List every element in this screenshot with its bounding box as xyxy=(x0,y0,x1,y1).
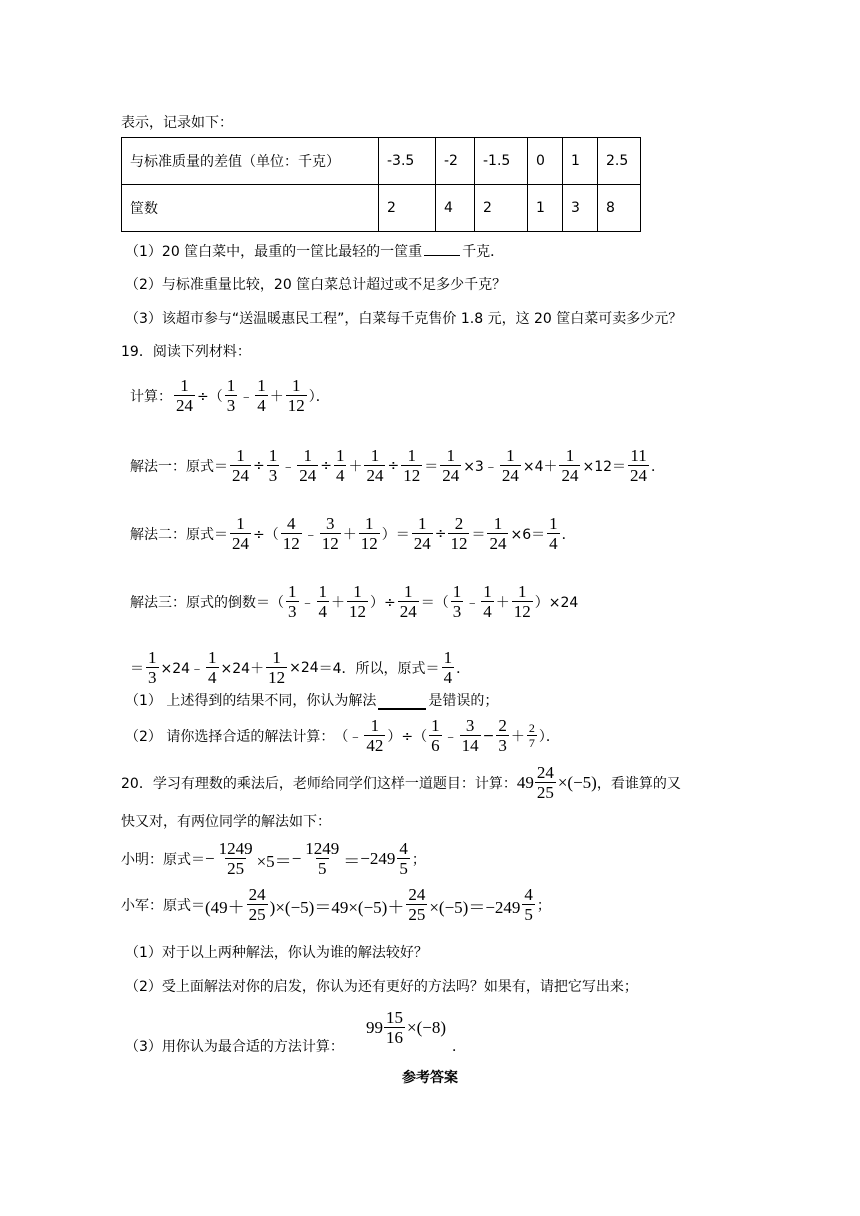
fraction: $\frac{1}{12}$ xyxy=(349,582,366,621)
operator: ＋ xyxy=(331,595,345,611)
operator: ×12＝ xyxy=(582,459,627,475)
intro-text: 表示，记录如下： xyxy=(121,115,233,131)
q19-part1 xyxy=(125,690,498,710)
operator: ＋ xyxy=(348,459,363,475)
fraction: $\frac{1}{42}$ xyxy=(366,716,384,755)
operator: （﹣ xyxy=(334,729,363,745)
fraction: $\frac{1}{12}$ xyxy=(268,648,286,687)
fraction: $\frac{1}{12}$ xyxy=(287,376,305,415)
xiaoming-label: 小明：原式＝ xyxy=(121,852,205,868)
fraction: $\frac{1}{24}$ xyxy=(442,446,460,485)
fraction: $\frac{1}{12}$ xyxy=(513,582,531,621)
q19-method2 xyxy=(130,514,576,554)
fraction: $\frac{1}{6}$ xyxy=(431,716,440,755)
operator: ﹣ xyxy=(303,527,318,543)
fraction: $\frac{1}{4}$ xyxy=(483,582,492,621)
math-expression: − $\frac{1249}{25}$ ×5＝ − $\frac{1249}{5}$ ＝ −249 $\frac{4}{5}$ xyxy=(205,839,408,878)
q20-text-tail: ，看谁算的又 xyxy=(596,776,681,792)
operator: ﹣ xyxy=(443,729,458,745)
operator: ＋ xyxy=(510,729,525,745)
table-cell: 2 xyxy=(475,185,528,232)
fraction: $\frac{1}{12}$ xyxy=(360,514,378,553)
q18-part1 xyxy=(125,241,504,261)
operator: ﹣ xyxy=(281,459,296,475)
operator: ）÷ xyxy=(370,595,396,611)
fraction: $\frac{1}{3}$ xyxy=(452,582,462,621)
q19-part1-tail: 是错误的； xyxy=(428,693,499,709)
method2-label: 解法二：原式＝ xyxy=(130,527,228,543)
operator: ×24﹣ xyxy=(160,661,205,677)
q20-part1: （1）对于以上两种解法，你认为谁的解法较好？ xyxy=(125,945,428,961)
fraction: $\frac{3}{14}$ xyxy=(461,716,479,755)
operator: ＋ xyxy=(495,595,510,611)
table-cell: -1.5 xyxy=(475,138,528,185)
answer-title: 参考答案 xyxy=(402,1070,458,1086)
table-cell: 1 xyxy=(528,185,563,232)
fraction: $\frac{1}{4}$ xyxy=(318,582,327,621)
table-cell: 2 xyxy=(379,185,436,232)
q20-xiaojun xyxy=(121,885,551,925)
table-cell: 2.5 xyxy=(598,138,641,185)
operator: ＋ xyxy=(269,389,284,405)
q18-part2: （2）与标准重量比较，20 筐白菜总计超过或不足多少千克？ xyxy=(125,277,507,293)
operator: ； xyxy=(411,852,426,868)
operator: ÷ xyxy=(253,458,265,474)
operator: ）÷（ xyxy=(387,729,428,745)
q19-method3-cont xyxy=(130,648,470,688)
operator: ＝ xyxy=(471,527,486,543)
fraction: $\frac{1}{12}$ xyxy=(403,446,421,485)
q20-line1 xyxy=(121,763,681,803)
operator: ﹣ xyxy=(300,595,315,611)
mixed-number: 99 $\frac{15}{16}$ ×(−8) xyxy=(366,1008,446,1047)
operator: ×3﹣ xyxy=(463,459,498,475)
operator: − xyxy=(482,728,495,744)
answer-blank xyxy=(378,692,426,710)
operator: ÷ xyxy=(320,458,332,474)
fraction: $\frac{2}{12}$ xyxy=(450,514,468,553)
fraction: $\frac{2}{3}$ xyxy=(498,716,507,755)
table-cell: -3.5 xyxy=(379,138,436,185)
q18-part3: （3）该超市参与“送温暖惠民工程”，白菜每千克售价 1.8 元，这 20 筐白菜可卖多少元？ xyxy=(125,311,683,327)
operator: ﹣ xyxy=(465,595,480,611)
answer-blank xyxy=(424,255,460,256)
table-cell: 0 xyxy=(528,138,563,185)
fraction: $\frac{1}{4}$ xyxy=(549,514,558,553)
fraction: $\frac{1}{24}$ xyxy=(232,446,249,485)
table-cell: 1 xyxy=(563,138,598,185)
operator: ﹣ xyxy=(239,389,254,405)
q20-part2: （2）受上面解法对你的启发，你认为还有更好的方法吗？如果有，请把它写出来； xyxy=(125,979,638,995)
operator: ＝（ xyxy=(420,595,449,611)
operator: ＝ xyxy=(424,459,439,475)
q20-xiaoming xyxy=(121,839,426,879)
fraction: $\frac{1}{24}$ xyxy=(399,582,417,621)
fraction: $\frac{1}{24}$ xyxy=(176,376,193,415)
math-expression: (49＋ $\frac{24}{25}$ )×(−5)＝49×(−5)＋ $\frac{24}{25}$ ×(−5)＝−249 $\frac{4}{5}$ xyxy=(205,885,533,924)
xiaojun-label: 小军：原式＝ xyxy=(121,898,205,914)
table-cell: 8 xyxy=(598,185,641,232)
operator: ＋ xyxy=(342,527,357,543)
q20-text: 20．学习有理数的乘法后，老师给同学们这样一道题目：计算： xyxy=(121,776,517,792)
operator: ÷ xyxy=(434,526,447,542)
operator: ×4＋ xyxy=(522,459,558,475)
calc-label: 计算： xyxy=(130,389,172,405)
q19-calc-line xyxy=(130,376,330,416)
table-cell: 3 xyxy=(563,185,598,232)
fraction: $\frac{4}{12}$ xyxy=(282,514,300,553)
operator: ÷（ xyxy=(197,389,223,405)
operator: ． xyxy=(456,661,471,677)
mixed-number: 49 $\frac{24}{25}$ ×(−5) xyxy=(516,763,597,802)
operator: ÷（ xyxy=(253,527,279,543)
fraction: $\frac{1}{4}$ xyxy=(443,648,453,687)
table-row xyxy=(122,138,641,185)
fraction: $\frac{11}{24}$ xyxy=(630,446,648,485)
q19-method1 xyxy=(130,446,665,486)
fraction: $\frac{1}{4}$ xyxy=(335,446,345,485)
operator: ； xyxy=(536,898,551,914)
fraction: $\frac{1}{24}$ xyxy=(299,446,317,485)
operator: ）＝ xyxy=(381,527,410,543)
operator: ×24＋ xyxy=(220,661,265,677)
q18-part1-text: （1）20 筐白菜中，最重的一筐比最轻的一筐重 xyxy=(125,244,423,260)
operator: ）×24 xyxy=(534,595,579,611)
fraction: $\frac{1}{3}$ xyxy=(288,582,297,621)
fraction: $\frac{1}{24}$ xyxy=(489,514,507,553)
method3-tail: ＝4．所以，原式＝ xyxy=(318,661,440,677)
operator: ＝ xyxy=(130,661,144,677)
period: ． xyxy=(452,1039,466,1055)
operator: ×6＝ xyxy=(510,527,546,543)
fraction: $\frac{1}{4}$ xyxy=(208,648,217,687)
fraction: $\frac{1}{3}$ xyxy=(148,648,157,687)
q20-line2: 快又对，有两位同学的解法如下： xyxy=(121,814,331,830)
fraction: $\frac{2}{7}$ xyxy=(528,721,535,750)
operator: ． xyxy=(561,527,576,543)
q19-part1-text: （1） 上述得到的结果不同，你认为解法 xyxy=(125,693,377,709)
table-cell: 与标准质量的差值（单位：千克） xyxy=(122,138,379,185)
fraction: $\frac{1}{24}$ xyxy=(561,446,579,485)
fraction: $\frac{1}{24}$ xyxy=(501,446,519,485)
operator: ． xyxy=(651,459,666,475)
operator: ÷ xyxy=(387,458,400,474)
q20-part3-expr xyxy=(366,1008,446,1048)
fraction: $\frac{1}{3}$ xyxy=(268,446,278,485)
fraction: $\frac{1}{24}$ xyxy=(232,514,249,553)
q20-part3: （3）用你认为最合适的方法计算： xyxy=(125,1039,344,1055)
fraction: $\frac{1}{24}$ xyxy=(366,446,384,485)
q19-method3 xyxy=(130,582,578,622)
operator: ）． xyxy=(308,389,330,405)
fraction: $\frac{3}{12}$ xyxy=(321,514,339,553)
table-cell: 4 xyxy=(436,185,475,232)
q19-part2 xyxy=(125,716,560,756)
record-table xyxy=(121,137,641,232)
operator: ×24 xyxy=(289,660,319,676)
method3-label: 解法三：原式的倒数＝（ xyxy=(130,595,284,611)
table-cell: -2 xyxy=(436,138,475,185)
table-cell: 筐数 xyxy=(122,185,379,232)
table-row xyxy=(122,185,641,232)
fraction: $\frac{1}{3}$ xyxy=(226,376,236,415)
operator: ）． xyxy=(538,729,560,745)
q19-part2-text: （2） 请你选择合适的解法计算： xyxy=(125,729,335,745)
q18-part1-unit: 千克． xyxy=(462,244,505,260)
fraction: $\frac{1}{4}$ xyxy=(257,376,266,415)
method1-label: 解法一：原式＝ xyxy=(130,459,228,475)
fraction: $\frac{1}{24}$ xyxy=(413,514,431,553)
q19-title: 19．阅读下列材料： xyxy=(121,344,251,360)
